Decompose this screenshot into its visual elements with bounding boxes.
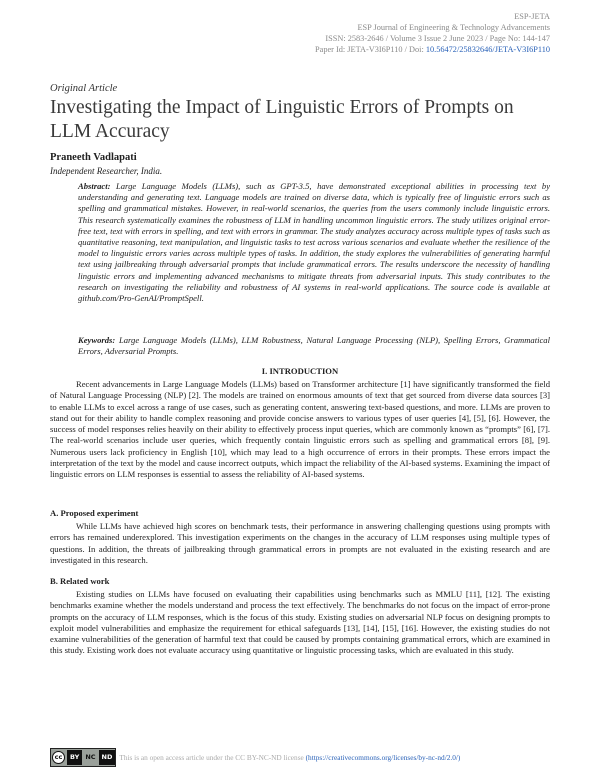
- license-text: [119, 753, 460, 762]
- abstract: [78, 181, 550, 304]
- journal-abbr: ESP-JETA: [514, 12, 550, 21]
- journal-name: ESP Journal of Engineering & Technology Advancements: [357, 23, 550, 32]
- license-link[interactable]: (https://creativecommons.org/licenses/by-nc-nd/2.0/): [305, 752, 461, 762]
- paper-id-line: [315, 44, 550, 55]
- intro-paragraph: Recent advancements in Large Language Models (LLMs) based on Transformer architecture [1] have significantly transformed the field of Natural Language Processing (NLP) [2]. The models are trained on enormous amounts of text that get sourced from diverse data sources [3] to enable LLMs to excel across a range of use cases, such as generating content, answering text-based questions, and more. LLMs are proven to stand out for their ability to handle complex reasoning and provide concise answers to various types of user queries [4], [5], [6]. However, the success of model responses relies heavily on their ability to effectively process input queries, which are commonly known as “prompts” [6], [7]. The real-world scenarios include user queries, which frequently contain linguistic errors such as spelling and grammatical errors [8], [9]. Numerous users lack proficiency in English [10], which may lead to a high occurrence of errors in their prompts. These errors impact the interpretation of the text by the model and cause incorrect outputs, which impact the reliability of the AI-based systems. Examining the impact of linguistic errors on LLM responses is essential to assess the reliability of AI-based systems.: [50, 379, 550, 480]
- author-name: Praneeth Vadlapati: [50, 152, 137, 163]
- keywords-label: Keywords:: [78, 335, 116, 345]
- journal-header: [315, 11, 550, 55]
- keywords: [78, 335, 550, 357]
- article-type: Original Article: [50, 83, 118, 94]
- related-work-heading: B. Related work: [50, 576, 110, 586]
- issn-line: ISSN: 2583-2646 / Volume 3 Issue 2 June 2023 / Page No: 144-147: [325, 34, 550, 43]
- abstract-label: Abstract:: [78, 181, 111, 191]
- keywords-text: Large Language Models (LLMs), LLM Robustness, Natural Language Processing (NLP), Spelling Errors, Grammatical Errors, Adversarial Prompts.: [78, 335, 550, 357]
- doi-link[interactable]: 10.56472/25832646/JETA-V3I6P110: [425, 45, 550, 54]
- cc-license-badge[interactable]: [50, 748, 116, 767]
- paper-id-prefix: Paper Id: JETA-V3I6P110 / Doi:: [315, 45, 426, 54]
- proposed-experiment-paragraph: While LLMs have achieved high scores on benchmark tests, their performance in answering challenging questions using prompts with errors has remained underexplored. This investigation experiments on the changes in the accuracy of LLM responses using multiple types of questions. In addition, the threats of jailbreaking through grammatical errors in prompts are not evaluated in the existing research and are investigated in this research.: [50, 521, 550, 565]
- author-affiliation: Independent Researcher, India.: [50, 166, 163, 176]
- intro-heading: I. INTRODUCTION: [261, 366, 339, 376]
- cc-icon: cc: [52, 751, 65, 764]
- abstract-text: Large Language Models (LLMs), such as GPT-3.5, have demonstrated exceptional abilities in processing text by understanding and generating text. Language models are trained on diverse data, which is typically free of linguistic errors such as spelling and grammatical mistakes. However, in real-world scenarios, the queries from the users commonly include linguistic errors. This research systematically examines the robustness of LLM in handling uncommon linguistic errors. The study utilizes original error-free text, text with errors in spelling, and text with errors in grammar. The study analyzes accuracy across multiple types of tasks such as quantitative reasoning, text manipulation, and linguistic tasks to test across various scenarios and evaluate whether the resilience of the model to linguistic errors varies across multiple types of tasks. In addition, the study explores the vulnerabilities of generating harmful text using jailbreaking through adversarial prompts that include grammatical errors. The results underscore the necessity of handling linguistic errors and implementing advanced mechanisms to mitigate threats from adversarial inputs. This study contributes to the research on investigating the reliability and robustness of AI systems in real-world applications. The source code is available at github.com/Pro-GenAI/PromptSpell.: [78, 181, 551, 304]
- paper-title: Investigating the Impact of Linguistic Errors of Prompts on LLM Accuracy: [50, 97, 514, 142]
- cc-nd-icon: ND: [99, 750, 116, 765]
- license-statement: This is an open access article under the CC BY-NC-ND license: [119, 752, 304, 762]
- proposed-experiment-heading: A. Proposed experiment: [50, 508, 139, 518]
- cc-nc-icon: NC: [82, 750, 98, 765]
- cc-by-icon: BY: [67, 750, 82, 765]
- license-footer: [50, 748, 460, 766]
- related-work-paragraph: Existing studies on LLMs have focused on evaluating their capabilities using benchmarks such as MMLU [11], [12]. The existing benchmarks examine whether the models understand and process the text effectively. The benchmarks do not focus on the impact of error-prone prompts on the accuracy of LLM responses, which is the focus of this study. Existing studies on adversarial NLP focus on designing prompts to exploit model vulnerabilities and emphasize the requirement for ethical safeguards [13], [14], [15], [16]. However, the existing studies do not examine vulnerabilities of the generation of harmful text that could be caused by prompts containing grammatical errors, which are examined in this study. Existing work does not evaluate accuracy using quantitative or linguistic processing tasks, which are evaluated in this study.: [50, 589, 550, 656]
